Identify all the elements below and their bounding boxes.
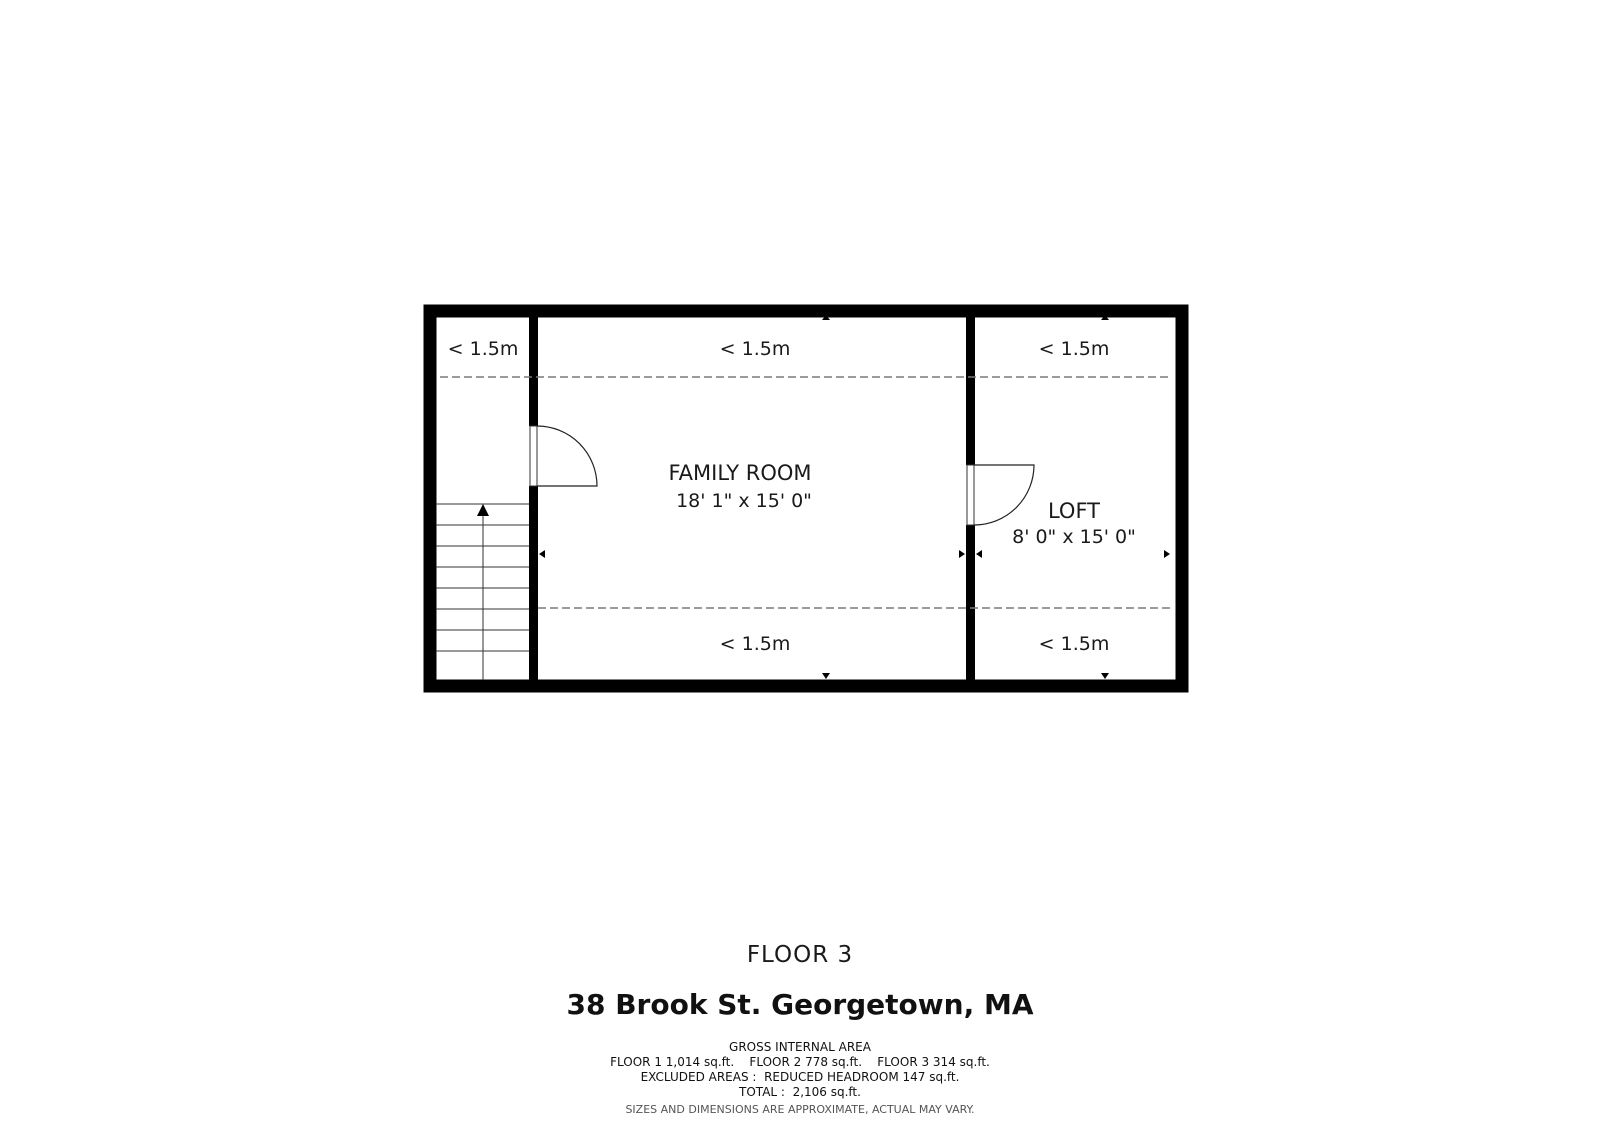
headroom-label: < 1.5m (719, 633, 791, 655)
stair-direction-arrow-icon (477, 504, 489, 516)
loft-door (967, 465, 1034, 525)
headroom-label: < 1.5m (1038, 633, 1110, 655)
loft-partition-wall (966, 525, 975, 686)
headroom-label: < 1.5m (1038, 338, 1110, 360)
family-room-door (530, 426, 597, 486)
dimension-marker-icon (976, 550, 982, 558)
floor-label: FLOOR 3 (746, 942, 854, 968)
total-area: TOTAL : 2,106 sq.ft. (739, 1085, 861, 1099)
dimension-marker-icon (1164, 550, 1170, 558)
area-summary (0, 1040, 1600, 1100)
room-name-loft: LOFT (1047, 499, 1101, 523)
room-dimensions-family-room: 18' 1" x 15' 0" (676, 490, 812, 512)
property-address: 38 Brook St. Georgetown, MA (566, 988, 1034, 1021)
dimension-marker-icon (1101, 673, 1109, 679)
gross-area-title: GROSS INTERNAL AREA (729, 1040, 871, 1054)
stair-partition-wall (529, 486, 538, 686)
headroom-label: < 1.5m (719, 338, 791, 360)
dimension-marker-icon (822, 673, 830, 679)
stair-partition-wall (529, 305, 538, 426)
room-dimensions-loft: 8' 0" x 15' 0" (1012, 526, 1136, 548)
room-name-family-room: FAMILY ROOM (668, 461, 812, 485)
excluded-areas: EXCLUDED AREAS : REDUCED HEADROOM 147 sq.ft. (640, 1070, 960, 1084)
floor-areas: FLOOR 1 1,014 sq.ft. FLOOR 2 778 sq.ft. FLOOR 3 314 sq.ft. (610, 1055, 990, 1069)
headroom-label: < 1.5m (447, 338, 519, 360)
disclaimer: SIZES AND DIMENSIONS ARE APPROXIMATE, ACTUAL MAY VARY. (625, 1103, 975, 1116)
loft-partition-wall (966, 305, 975, 465)
dimension-marker-icon (959, 550, 965, 558)
dimension-marker-icon (539, 550, 545, 558)
staircase (436, 504, 529, 680)
